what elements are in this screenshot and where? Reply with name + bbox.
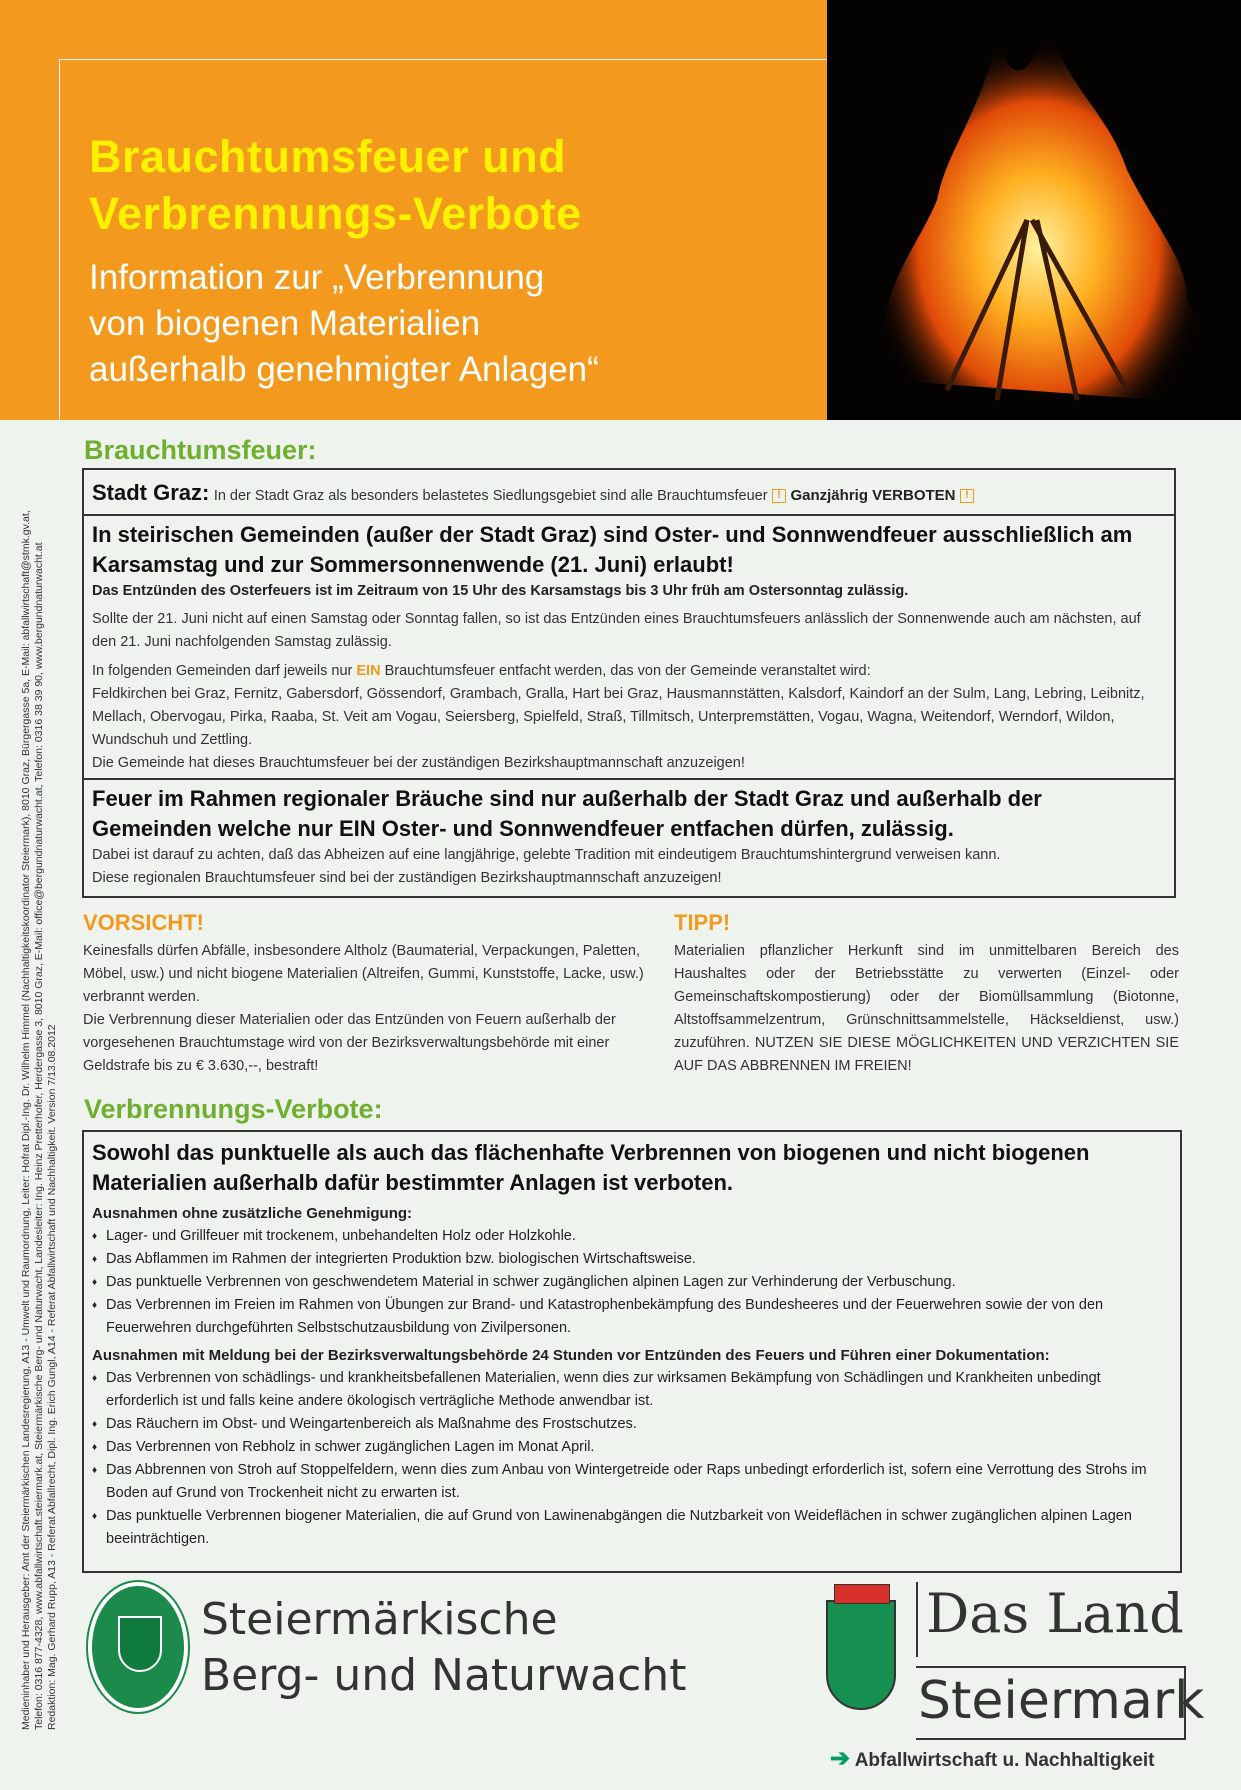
land-name-line: Steiermark bbox=[918, 1671, 1205, 1731]
imprint-line: Medieninhaber und Herausgeber: Amt der Steiermärkischen Landesregierung, A13 - Umwelt und Raumordnung, Leiter: Hofrat Dipl.-Ing. Dr. Wilhelm Himmel (Nachhaltigkeitskoordinator Steiermark), 8010 Graz, Bürgergasse 5a, E-Mail: abfallwirtschaft@stmk.gv.at, bbox=[20, 510, 32, 1730]
header-banner bbox=[0, 0, 827, 420]
regional-heading: Feuer im Rahmen regionaler Bräuche sind nur außerhalb der Stadt Graz und außerhalb der Gemeinden welche nur EIN Oster- und Sonnwendfeuer entfachen dürfen, zulässig. bbox=[92, 786, 1042, 841]
page-subtitle bbox=[89, 255, 599, 393]
brauchtumsfeuer-box bbox=[82, 468, 1176, 898]
department-name: Abfallwirtschaft u. Nachhaltigkeit bbox=[854, 1750, 1155, 1771]
subtitle-line: außerhalb genehmigter Anlagen“ bbox=[89, 350, 599, 389]
imprint-line: Telefon: 0316 877-4328, www.abfallwirtschaft.steiermark.at, Steiermärkische Berg- und Naturwacht, Landesleiter: Ing. Heinz Pretterhofer, Herdergasse 3, 8010 Graz, E-Mail: office@bergundnaturwacht.at, Telefon: 0316 38 39 90, www.bergundnaturwacht.at bbox=[33, 542, 45, 1730]
bnw-name-line: Steiermärkische bbox=[201, 1594, 558, 1645]
regional-text: Dabei ist darauf zu achten, daß das Abheizen auf eine langjährige, gelebte Tradition mit eindeutigem Brauchtumshintergrund verweisen kann. bbox=[92, 847, 1001, 863]
list-item: ♦ Das Abbrennen von Stroh auf Stoppelfeldern, wenn dies zum Anbau von Wintergetreide oder Raps unbedingt erforderlich ist, sofern eine Verrottung des Strohs im Boden auf Grund von Trockenheit nicht zu erwarten ist. bbox=[92, 1459, 1172, 1505]
gemeinden-heading: In steirischen Gemeinden (außer der Stadt Graz) sind Oster- und Sonnwendfeuer ausschließlich am Karsamstag und zur Sommersonnenwende (21. Juni) erlaubt! bbox=[92, 522, 1133, 577]
land-name-line: Das Land bbox=[926, 1582, 1184, 1645]
title-line: Verbrennungs-Verbote bbox=[89, 188, 582, 239]
list-item: ♦ Das punktuelle Verbrennen von geschwendetem Material in schwer zugänglichen alpinen Lagen zur Verhinderung der Verbuschung. bbox=[92, 1271, 1172, 1294]
berg-naturwacht-logo bbox=[88, 1582, 688, 1717]
tipp-heading: TIPP! bbox=[674, 910, 731, 935]
imprint-text bbox=[20, 510, 59, 1730]
list-item: ♦ Lager- und Grillfeuer mit trockenem, unbehandelten Holz oder Holzkohle. bbox=[92, 1225, 1172, 1248]
ausnahmen-ohne-list bbox=[92, 1225, 1172, 1340]
list-item: ♦ Das Abflammen im Rahmen der integrierten Produktion bzw. biologischen Wirtschaftsweise. bbox=[92, 1248, 1172, 1271]
regional-row bbox=[84, 780, 1174, 894]
juni-note: Sollte der 21. Juni nicht auf einen Samstag oder Sonntag fallen, so ist das Entzünden eines Brauchtumsfeuers anlässlich der Sonnenwende auch am nächsten, auf den 21. Juni nachfolgenden Samstag zulässig. bbox=[92, 611, 1141, 650]
list-item: ♦ Das Verbrennen von Rebholz in schwer zugänglichen Lagen im Monat April. bbox=[92, 1436, 1172, 1459]
ausnahmen-ohne-label: Ausnahmen ohne zusätzliche Genehmigung: bbox=[92, 1205, 413, 1222]
list-item: ♦ Das Verbrennen von schädlings- und krankheitsbefallenen Materialien, wenn dies zur wirksamen Bekämpfung von Schädlingen und Krankheiten unbedingt erforderlich ist und falls keine andere ökologisch verträgliche Methode anwendbar ist. bbox=[92, 1367, 1172, 1413]
vorsicht-section bbox=[83, 910, 663, 1078]
arrow-right-icon: ➔ bbox=[830, 1745, 851, 1772]
ausnahmen-mit-label: Ausnahmen mit Meldung bei der Bezirksverwaltungsbehörde 24 Stunden vor Entzünden des Feuers und Führen einer Dokumentation: bbox=[92, 1347, 1050, 1364]
gemeinden-list: Feldkirchen bei Graz, Fernitz, Gabersdorf, Gössendorf, Grambach, Gralla, Hart bei Graz, Hausmannstätten, Kalsdorf, Kaindorf an der Sulm, Lang, Lebring, Leibnitz, Mellach, Obervogau, Pirka, Raaba, St. Veit am Vogau, Seiersberg, Spielfeld, Straß, Tillmitsch, Unterpremstätten, Vogau, Wagna, Weitendorf, Werndorf, Wildon, Wundschuh und Zettling. bbox=[92, 686, 1145, 748]
text: Brauchtumsfeuer entfacht werden, das von der Gemeinde veranstaltet wird: bbox=[384, 663, 871, 679]
tipp-text: Materialien pflanzlicher Herkunft sind im unmittelbaren Bereich des Haushaltes oder der Betriebsstätte zu verwerten (Einzel- oder Gemeinschaftskompostierung) oder der Biomüllsammlung (Biotonne, Altstoffsammelzentrum, Grünschnittsammelstelle, Häckseldienst, usw.) zuzuführen. NUTZEN SIE DIESE MÖGLICHKEITEN UND VERZICHTEN SIE AUF DAS ABBRENNEN IM FREIEN! bbox=[674, 943, 1179, 1074]
verbote-heading: Sowohl das punktuelle als auch das flächenhafte Verbrennen von biogenen und nicht biogenen Materialien außerhalb dafür bestimmter Anlagen ist verboten. bbox=[92, 1140, 1090, 1195]
ausnahmen-mit-list bbox=[92, 1367, 1172, 1551]
stadt-graz-row bbox=[84, 470, 1174, 516]
title-line: Brauchtumsfeuer und bbox=[89, 131, 567, 182]
vorsicht-heading: VORSICHT! bbox=[83, 910, 204, 935]
tipp-section bbox=[674, 910, 1179, 1078]
graz-label: Stadt Graz: bbox=[92, 480, 210, 505]
bonfire-photo bbox=[827, 0, 1241, 420]
regional-text: Diese regionalen Brauchtumsfeuer sind bei der zuständigen Bezirkshauptmannschaft anzuzeigen! bbox=[92, 870, 722, 886]
berg-naturwacht-seal bbox=[88, 1582, 188, 1712]
land-steiermark-logo bbox=[826, 1582, 1205, 1732]
ein-intro bbox=[92, 660, 1166, 683]
list-item: ♦ Das Verbrennen im Freien im Rahmen von Übungen zur Brand- und Katastrophenbekämpfung des Bundesheeres und der Feuerwehren sowie der von den Feuerwehren durchgeführten Selbstschutzausbildung von Zivilpersonen. bbox=[92, 1294, 1172, 1340]
bnw-name-line: Berg- und Naturwacht bbox=[201, 1650, 687, 1701]
vorsicht-text: Die Verbrennung dieser Materialien oder das Entzünden von Feuern außerhalb der vorgesehenen Brauchtumstage wird von der Bezirksverwaltungsbehörde mit einer Geldstrafe bis zu € 3.630,--, bestraft! bbox=[83, 1012, 616, 1074]
warning-icon: ! bbox=[960, 489, 974, 503]
text: In folgenden Gemeinden darf jeweils nur bbox=[92, 663, 353, 679]
verbote-box bbox=[82, 1130, 1182, 1573]
graz-verdict: Ganzjährig VERBOTEN bbox=[790, 487, 956, 504]
warning-icon: ! bbox=[772, 489, 786, 503]
subtitle-line: von biogenen Materialien bbox=[89, 304, 481, 343]
anzeige-note: Die Gemeinde hat dieses Brauchtumsfeuer bei der zuständigen Bezirkshauptmannschaft anzuzeigen! bbox=[92, 755, 745, 771]
graz-text: In der Stadt Graz als besonders belastetes Siedlungsgebiet sind alle Brauchtumsfeuer bbox=[213, 488, 768, 504]
vorsicht-text: Keinesfalls dürfen Abfälle, insbesondere Altholz (Baumaterial, Verpackungen, Paletten, Möbel, usw.) und nicht biogene Materialien (Altreifen, Gummi, Kunststoffe, Lacke, usw.) verbrannt werden. bbox=[83, 943, 644, 1005]
subtitle-line: Information zur „Verbrennung bbox=[89, 258, 545, 297]
department-line bbox=[830, 1744, 1155, 1773]
section-heading-brauchtumsfeuer: Brauchtumsfeuer: bbox=[84, 435, 317, 465]
list-item: ♦ Das Räuchern im Obst- und Weingartenbereich als Maßnahme des Frostschutzes. bbox=[92, 1413, 1172, 1436]
ein-highlight: EIN bbox=[356, 663, 381, 679]
page-title bbox=[89, 128, 582, 242]
list-item: ♦ Das punktuelle Verbrennen biogener Materialien, die auf Grund von Lawinenabgängen die Nutzbarkeit von Weideflächen in schwer zugänglichen alpinen Lagen beeinträchtigen. bbox=[92, 1505, 1172, 1551]
gemeinden-row bbox=[84, 516, 1174, 780]
imprint-line: Redaktion: Mag. Gerhard Rupp, A13 - Referat Abfallrecht, Dipl. Ing. Erich Gungl, A14 - Referat Abfallwirtschaft und Nachhaltigkeit. Version 7/13.08.2012 bbox=[46, 1024, 58, 1730]
steiermark-coat-of-arms bbox=[826, 1600, 896, 1710]
section-heading-verbote: Verbrennungs-Verbote: bbox=[84, 1094, 383, 1124]
osterfeuer-time: Das Entzünden des Osterfeuers ist im Zeitraum von 15 Uhr des Karsamstags bis 3 Uhr früh am Ostersonntag zulässig. bbox=[92, 583, 909, 599]
